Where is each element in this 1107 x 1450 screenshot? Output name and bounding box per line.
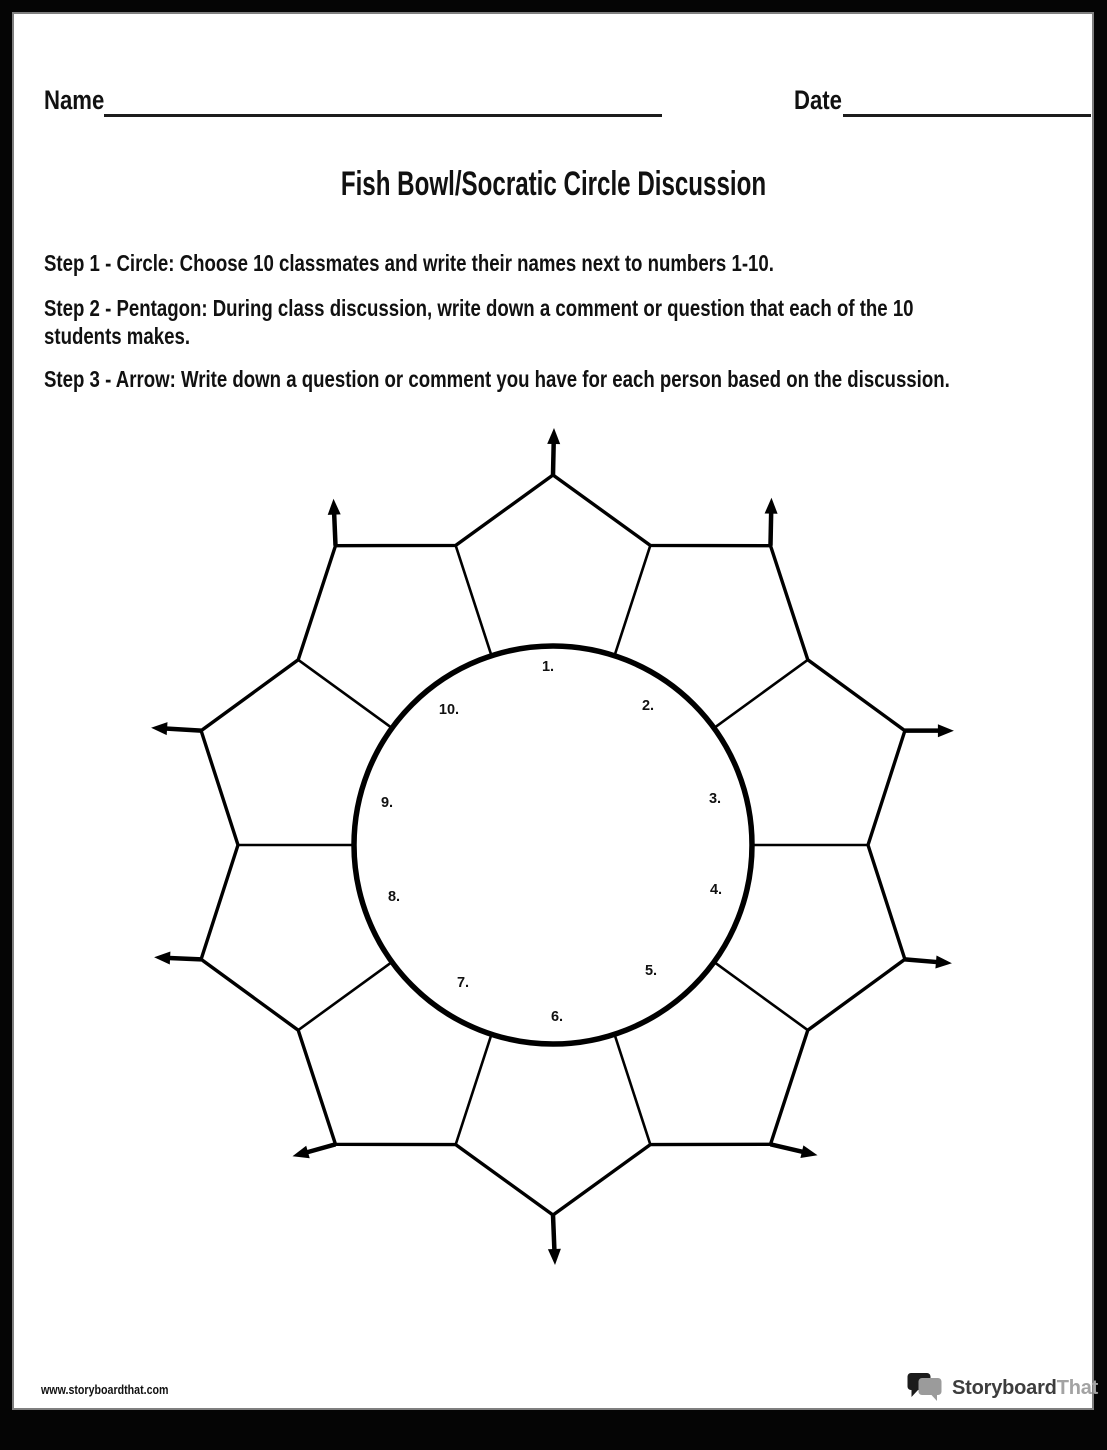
step-3-line-1: Step 3 - Arrow: Write down a question or comment you have for each person based on the discussion. xyxy=(44,366,950,392)
page-title-text: Fish Bowl/Socratic Circle Discussion xyxy=(340,165,766,203)
step-3-instruction xyxy=(44,365,1107,393)
storyboardthat-logo xyxy=(907,1371,1098,1405)
logo-text-storyboard: Storyboard xyxy=(952,1376,1057,1399)
footer-website-text: www.storyboardthat.com xyxy=(41,1382,169,1397)
step-1-line-1: Step 1 - Circle: Choose 10 classmates and write their names next to numbers 1-10. xyxy=(44,250,774,276)
circle-number: 9. xyxy=(380,795,394,811)
name-label xyxy=(44,86,118,114)
circle-number: 10. xyxy=(438,702,460,718)
footer-website-url xyxy=(41,1382,197,1398)
circle-number: 3. xyxy=(708,791,722,807)
step-2-line-1: Step 2 - Pentagon: During class discussion, write down a comment or question that each of the 10 xyxy=(44,295,914,321)
date-label-text: Date xyxy=(794,85,842,115)
speech-bubbles-icon xyxy=(907,1372,945,1404)
step-2-instruction xyxy=(44,294,1107,350)
step-2-line-2: students makes. xyxy=(44,323,191,349)
worksheet-page xyxy=(12,12,1099,1410)
name-label-text: Name xyxy=(44,85,105,115)
circle-number: 8. xyxy=(387,889,401,905)
circle-number: 4. xyxy=(709,882,723,898)
logo-wordmark xyxy=(952,1377,1098,1400)
date-label xyxy=(794,86,853,114)
name-blank-line xyxy=(104,114,662,117)
logo-text-that: That xyxy=(1056,1376,1099,1399)
circle-number: 6. xyxy=(550,1009,564,1025)
date-blank-line xyxy=(843,114,1091,117)
circle-number: 7. xyxy=(456,975,470,991)
step-1-instruction xyxy=(44,249,945,277)
speech-bubble-light xyxy=(919,1378,942,1401)
circle-number: 1. xyxy=(541,659,555,675)
circle-number: 5. xyxy=(644,963,658,979)
page-title xyxy=(14,164,1092,204)
circle-number: 2. xyxy=(641,698,655,714)
